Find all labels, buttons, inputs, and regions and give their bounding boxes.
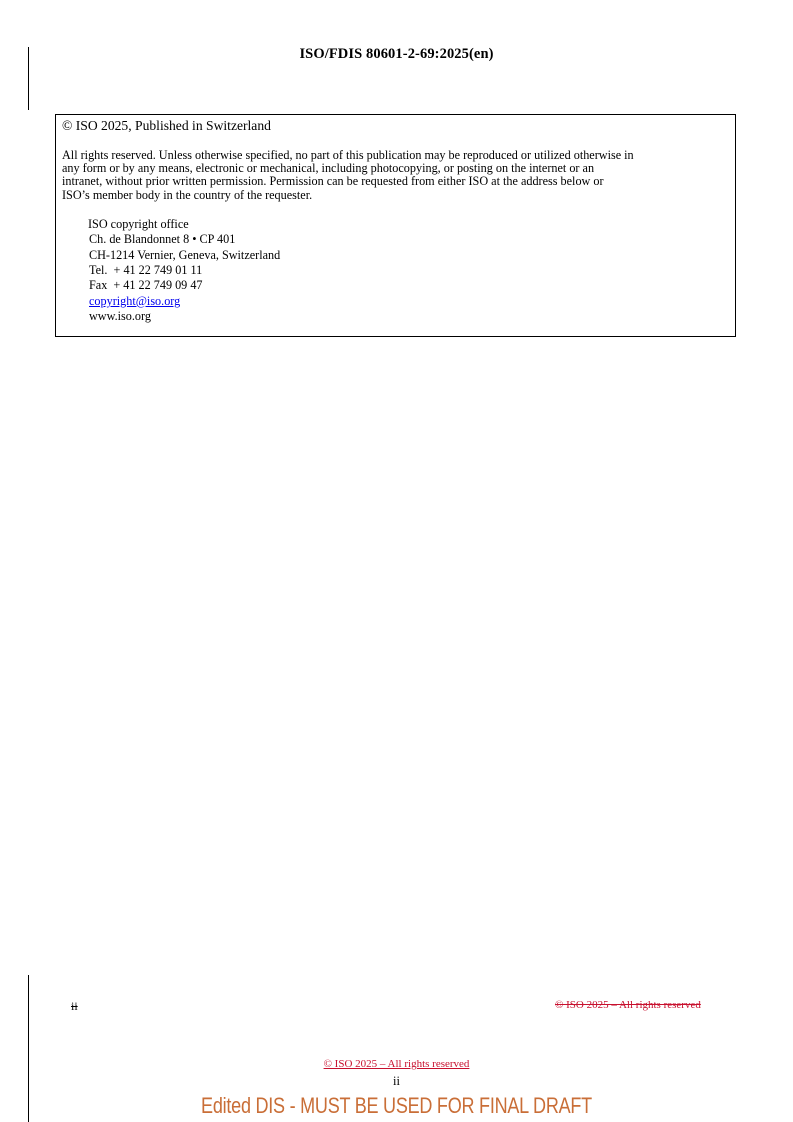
- paragraph-line: ISO’s member body in the country of the requester.: [62, 187, 313, 202]
- paragraph-line: any form or by any means, electronic or mechanical, including photocopying, or posting on the internet or an: [62, 161, 595, 176]
- inserted-copyright-text: © ISO 2025 – All rights reserved: [323, 1058, 470, 1070]
- paragraph-line: intranet, without prior written permission. Permission can be requested from either ISO at the address below or: [62, 174, 604, 189]
- office-name: ISO copyright office: [88, 216, 189, 231]
- draft-watermark: Edited DIS - MUST BE USED FOR FINAL DRAFT: [201, 1093, 592, 1118]
- deleted-copyright-footer: © ISO 2025 – All rights reserved: [555, 999, 701, 1011]
- inserted-copyright-footer: [0, 1058, 793, 1070]
- change-bar-bottom: [28, 975, 29, 1122]
- telephone: Tel. + 41 22 749 01 11: [89, 263, 203, 278]
- paragraph-line: All rights reserved. Unless otherwise specified, no part of this publication may be reproduced or utilized otherwise in: [62, 148, 634, 162]
- page-number: ii: [393, 1074, 400, 1088]
- email-link[interactable]: copyright@iso.org: [89, 293, 181, 308]
- iso-address-block: [88, 217, 729, 325]
- website: www.iso.org: [89, 309, 151, 324]
- copyright-heading: © ISO 2025, Published in Switzerland: [62, 118, 271, 133]
- rights-reserved-paragraph: [62, 149, 729, 202]
- deleted-page-number: ii: [71, 999, 78, 1013]
- copyright-notice-box: [55, 114, 736, 337]
- street-address: Ch. de Blandonnet 8 • CP 401: [89, 232, 236, 247]
- city-address: CH-1214 Vernier, Geneva, Switzerland: [89, 247, 281, 262]
- document-id-header: ISO/FDIS 80601-2-69:2025(en): [299, 46, 494, 62]
- fax: Fax + 41 22 749 09 47: [89, 278, 203, 293]
